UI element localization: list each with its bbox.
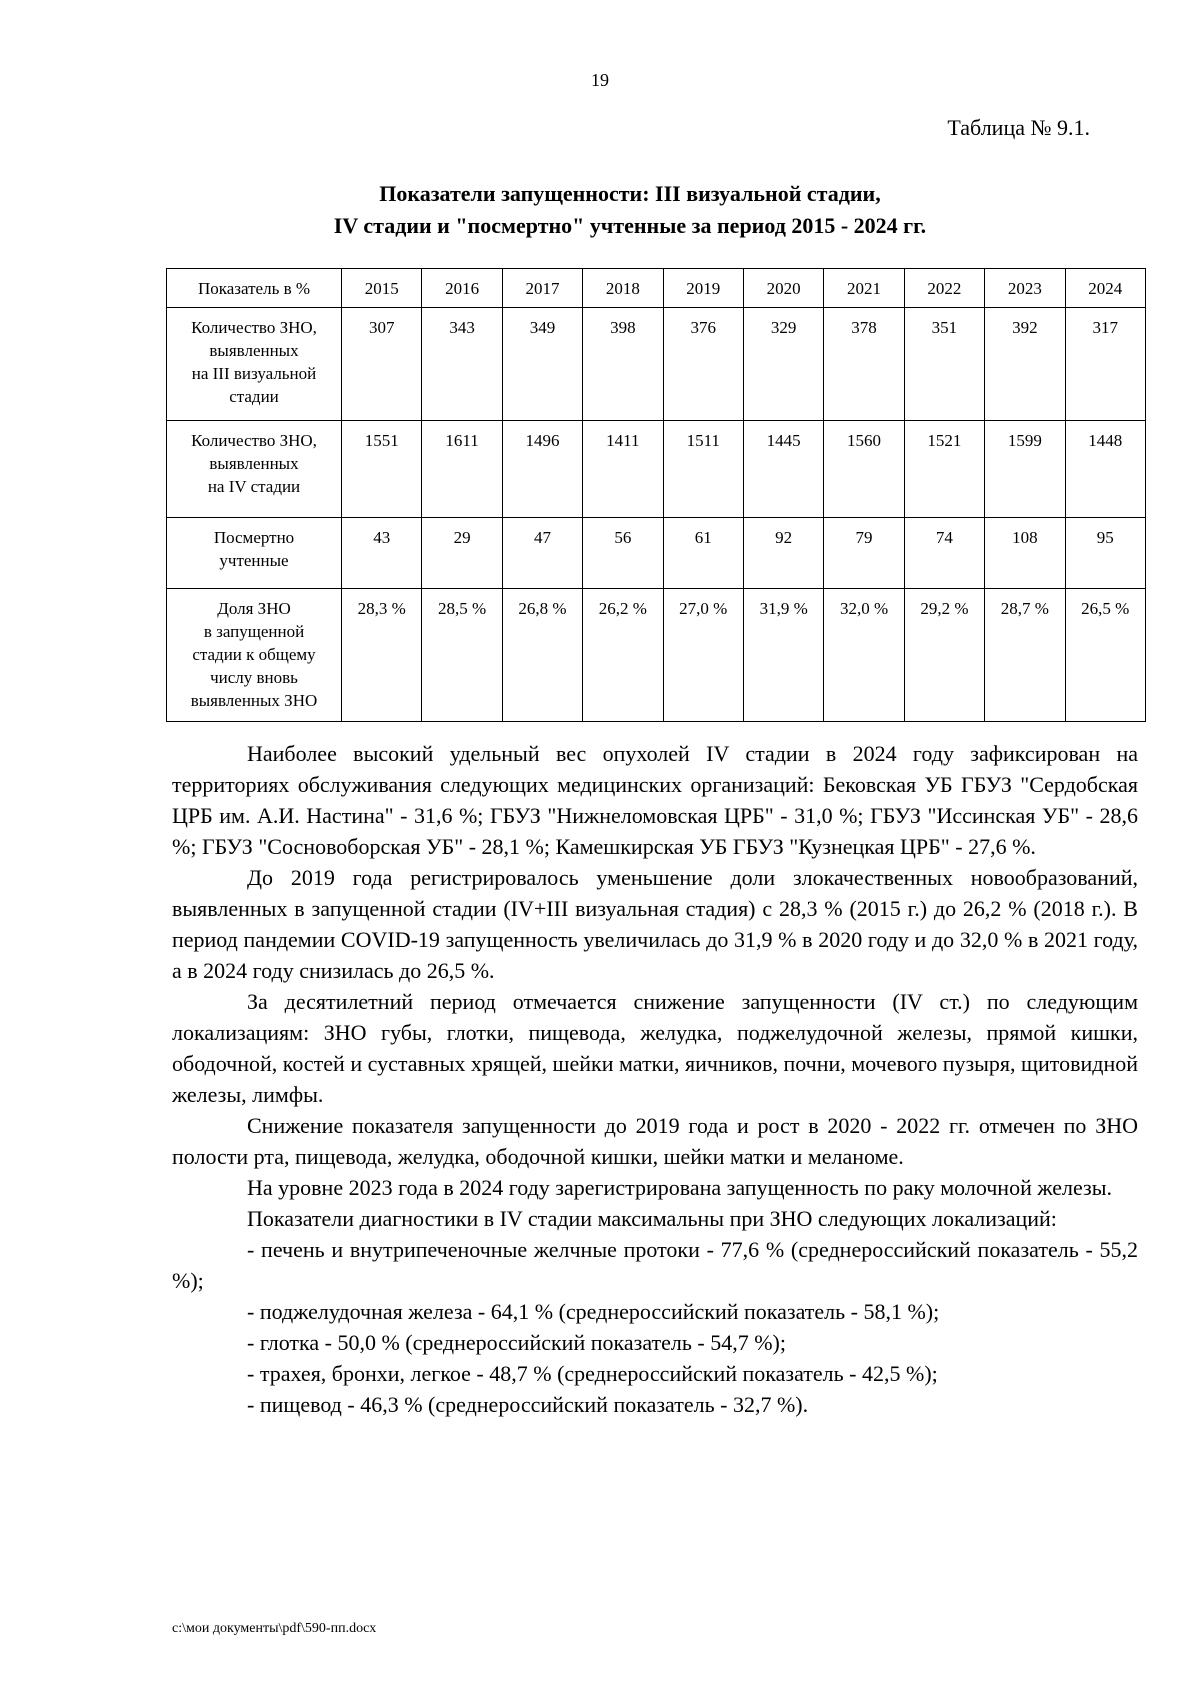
table-cell: 349 <box>502 308 582 421</box>
table-title-line: IV стадии и "посмертно" учтенные за период 2015 - 2024 гг. <box>333 213 927 238</box>
header-cell: 2020 <box>743 269 823 308</box>
body-text <box>172 738 1138 1420</box>
row-label-line: Количество ЗНО, <box>191 318 317 337</box>
table-cell: 1611 <box>422 421 502 518</box>
row-label <box>167 589 342 722</box>
table-cell: 47 <box>502 518 582 589</box>
table-cell: 31,9 % <box>743 589 823 722</box>
table-cell: 26,2 % <box>583 589 663 722</box>
table-cell: 61 <box>663 518 743 589</box>
list-item: - пищевод - 46,3 % (среднероссийский показатель - 32,7 %). <box>247 1392 809 1417</box>
table-cell: 27,0 % <box>663 589 743 722</box>
table-cell: 307 <box>342 308 422 421</box>
row-label-line: учтенные <box>219 551 289 570</box>
header-cell: 2016 <box>422 269 502 308</box>
row-label-line: выявленных ЗНО <box>190 691 318 710</box>
list-item: - поджелудочная железа - 64,1 % (среднероссийский показатель - 58,1 %); <box>247 1299 940 1324</box>
list-item: - глотка - 50,0 % (среднероссийский показатель - 54,7 %); <box>247 1330 786 1355</box>
table-cell: 398 <box>583 308 663 421</box>
table-cell: 1599 <box>985 421 1065 518</box>
table-cell: 28,5 % <box>422 589 502 722</box>
table-cell: 74 <box>904 518 984 589</box>
paragraph: Снижение показателя запущенности до 2019 года и рост в 2020 - 2022 гг. отмечен по ЗНО полости рта, пищевода, желудка, ободочной кишки, шейки матки и меланоме. <box>172 1113 1138 1169</box>
table-row <box>167 589 1146 722</box>
table-cell: 92 <box>743 518 823 589</box>
table-cell: 329 <box>743 308 823 421</box>
row-label <box>167 308 342 421</box>
table-title <box>100 178 1160 242</box>
table-cell: 1551 <box>342 421 422 518</box>
table-cell: 378 <box>824 308 904 421</box>
table-cell: 351 <box>904 308 984 421</box>
table-row <box>167 518 1146 589</box>
localization-list <box>172 1234 1138 1420</box>
table-cell: 28,7 % <box>985 589 1065 722</box>
list-item: - печень и внутрипеченочные желчные протоки - 77,6 % (среднероссийский показатель - 55,2 %); <box>172 1237 1138 1293</box>
table-row <box>167 308 1146 421</box>
table-cell: 28,3 % <box>342 589 422 722</box>
table-cell: 43 <box>342 518 422 589</box>
header-cell: 2021 <box>824 269 904 308</box>
table-cell: 56 <box>583 518 663 589</box>
table-cell: 343 <box>422 308 502 421</box>
page-number: 19 <box>591 70 609 90</box>
paragraph: На уровне 2023 года в 2024 году зарегистрирована запущенность по раку молочной железы. <box>247 1175 1113 1200</box>
header-cell: 2017 <box>502 269 582 308</box>
table-cell: 95 <box>1065 518 1145 589</box>
header-cell: 2024 <box>1065 269 1145 308</box>
row-label-line: в запущенной <box>203 622 305 641</box>
header-cell: 2018 <box>583 269 663 308</box>
header-cell: 2015 <box>342 269 422 308</box>
row-label-line: выявленных <box>209 454 299 473</box>
file-path-footer: c:\мои документы\pdf\590-пп.docx <box>172 1621 377 1636</box>
row-label-line: на IV стадии <box>207 477 301 496</box>
table-cell: 1411 <box>583 421 663 518</box>
paragraph: До 2019 года регистрировалось уменьшение доли злокачественных новообразований, выявленных в запущенной стадии (IV+III визуальная стадия) с 28,3 % (2015 г.) до 26,2 % (2018 г.). В период пандемии COVID-19 запущенность увеличилась до 31,9 % в 2020 году и до 32,0 % в 2021 году, а в 2024 году снизилась до 26,5 %. <box>172 865 1138 983</box>
header-cell: 2022 <box>904 269 984 308</box>
table-cell: 29 <box>422 518 502 589</box>
table-cell: 1560 <box>824 421 904 518</box>
header-cell: 2019 <box>663 269 743 308</box>
table-cell: 1445 <box>743 421 823 518</box>
table-cell: 32,0 % <box>824 589 904 722</box>
row-label-line: на III визуальной <box>191 364 317 383</box>
table-cell: 392 <box>985 308 1065 421</box>
row-label-line: выявленных <box>209 341 299 360</box>
table-cell: 26,5 % <box>1065 589 1145 722</box>
list-item: - трахея, бронхи, легкое - 48,7 % (среднероссийский показатель - 42,5 %); <box>247 1361 938 1386</box>
row-label-line: стадии к общему <box>192 645 316 664</box>
table-cell: 1496 <box>502 421 582 518</box>
row-label <box>167 518 342 589</box>
table-cell: 79 <box>824 518 904 589</box>
table-row <box>167 421 1146 518</box>
table-cell: 1448 <box>1065 421 1145 518</box>
table-cell: 26,8 % <box>502 589 582 722</box>
paragraph: За десятилетний период отмечается снижение запущенности (IV ст.) по следующим локализациям: ЗНО губы, глотки, пищевода, желудка, поджелудочной железы, прямой кишки, ободочной, костей и суставных хрящей, шейки матки, яичников, почни, мочевого пузыря, щитовидной железы, лимфы. <box>172 989 1138 1107</box>
paragraph: Показатели диагностики в IV стадии максимальны при ЗНО следующих локализаций: <box>247 1206 1057 1231</box>
header-cell: Показатель в % <box>167 269 342 308</box>
header-cell: 2023 <box>985 269 1065 308</box>
table-cell: 1511 <box>663 421 743 518</box>
row-label <box>167 421 342 518</box>
table-cell: 376 <box>663 308 743 421</box>
table-cell: 317 <box>1065 308 1145 421</box>
table-header-row <box>167 269 1146 308</box>
paragraph: Наиболее высокий удельный вес опухолей IV стадии в 2024 году зафиксирован на территориях обслуживания следующих медицинских организаций: Бековская УБ ГБУЗ "Сердобская ЦРБ им. А.И. Настина" - 31,6 %; ГБУЗ "Нижнеломовская ЦРБ" - 31,0 %; ГБУЗ "Иссинская УБ" - 28,6 %; ГБУЗ "Сосновоборская УБ" - 28,1 %; Камешкирская УБ ГБУЗ "Кузнецкая ЦРБ" - 27,6 %. <box>172 741 1138 859</box>
table-cell: 108 <box>985 518 1065 589</box>
row-label-line: Доля ЗНО <box>217 599 291 618</box>
table-title-line: Показатели запущенности: III визуальной стадии, <box>379 181 881 206</box>
table-label: Таблица № 9.1. <box>947 115 1090 140</box>
table-cell: 1521 <box>904 421 984 518</box>
indicators-table <box>166 268 1146 722</box>
table-cell: 29,2 % <box>904 589 984 722</box>
row-label-line: стадии <box>229 387 279 406</box>
row-label-line: Количество ЗНО, <box>191 431 317 450</box>
row-label-line: Посмертно <box>213 528 295 547</box>
row-label-line: числу вновь <box>210 668 298 687</box>
